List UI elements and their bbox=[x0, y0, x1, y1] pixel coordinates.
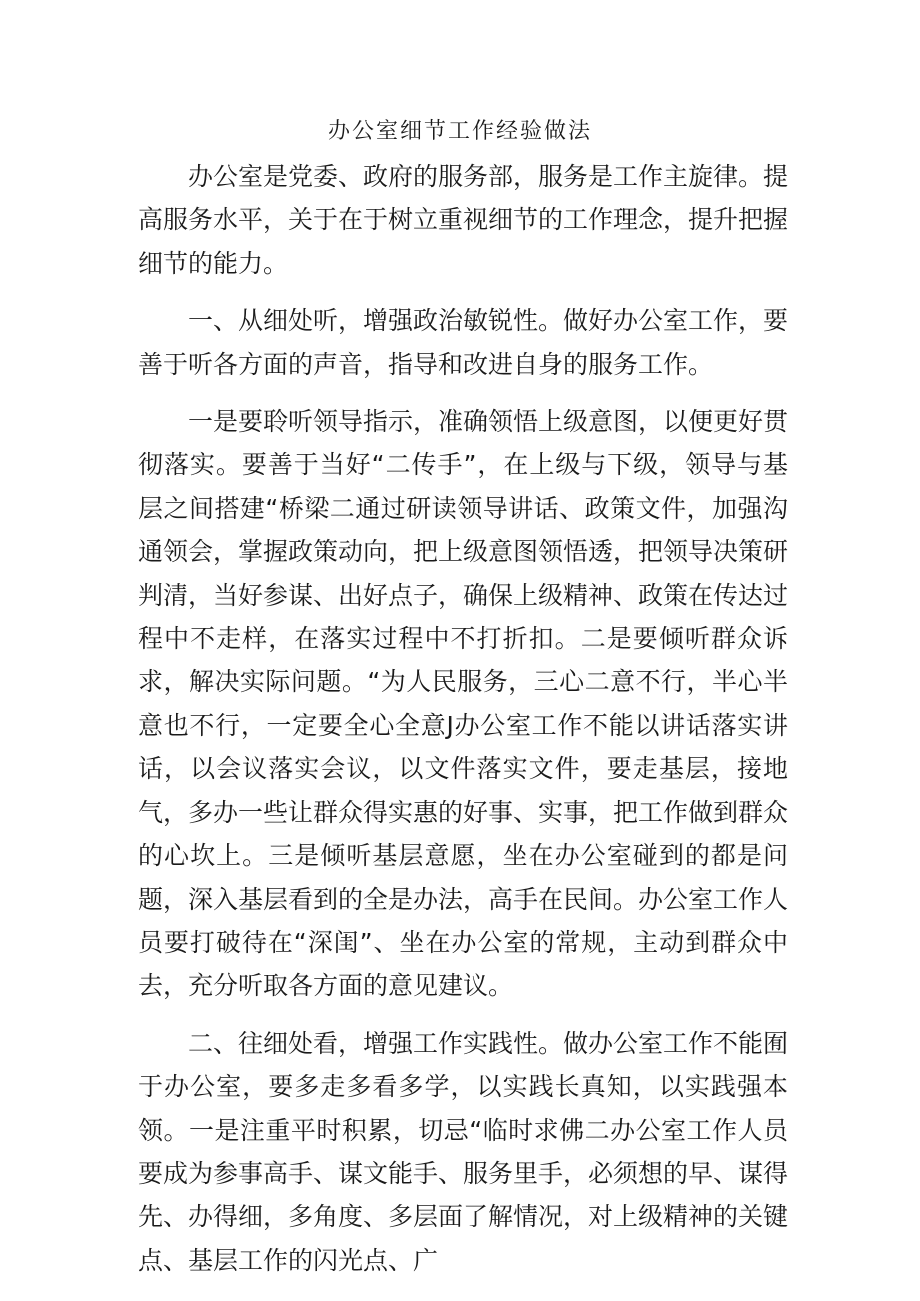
paragraph-section-two: 二、往细处看，增强工作实践性。做办公室工作不能囿于办公室，要多走多看多学，以实践长真知，以实践强本领。一是注重平时积累，切忌“临时求佛二办公室工作人员要成为参事高手、谋文能手、服务里手，必须想的早、谋得先、办得细，多角度、多层面了解情况，对上级精神的关键点、基层工作的闪光点、广 bbox=[138, 1028, 789, 1275]
paragraph-section-one-detail: 一是要聆听领导指示，准确领悟上级意图，以便更好贯彻落实。要善于当好“二传手”，在上级与下级，领导与基层之间搭建“桥梁二通过研读领导讲话、政策文件，加强沟通领会，掌握政策动向，把上级意图领悟透，把领导决策研判清，当好参谋、出好点子，确保上级精神、政策在传达过程中不走样，在落实过程中不打折扣。二是要倾听群众诉求，解决实际问题。“为人民服务，三心二意不行，半心半意也不行，一定要全心全意J办公室工作不能以讲话落实讲话，以会议落实会议，以文件落实文件，要走基层，接地气，多办一些让群众得实惠的好事、实事，把工作做到群众的心坎上。三是倾听基层意愿，坐在办公室碰到的都是问题，深入基层看到的全是办法，高手在民间。办公室工作人员要打破待在“深闺”、坐在办公室的常规，主动到群众中去，充分听取各方面的意见建议。 bbox=[138, 407, 789, 1001]
paragraph-section-one: 一、从细处听，增强政治敏锐性。做好办公室工作，要善于听各方面的声音，指导和改进自身的服务工作。 bbox=[138, 306, 789, 379]
document-body bbox=[138, 155, 788, 1282]
document-title: 办公室细节工作经验做法 bbox=[327, 119, 592, 144]
paragraph-intro: 办公室是党委、政府的服务部，服务是工作主旋律。提高服务水平，关于在于树立重视细节的工作理念，提升把握细节的能力。 bbox=[138, 162, 789, 278]
